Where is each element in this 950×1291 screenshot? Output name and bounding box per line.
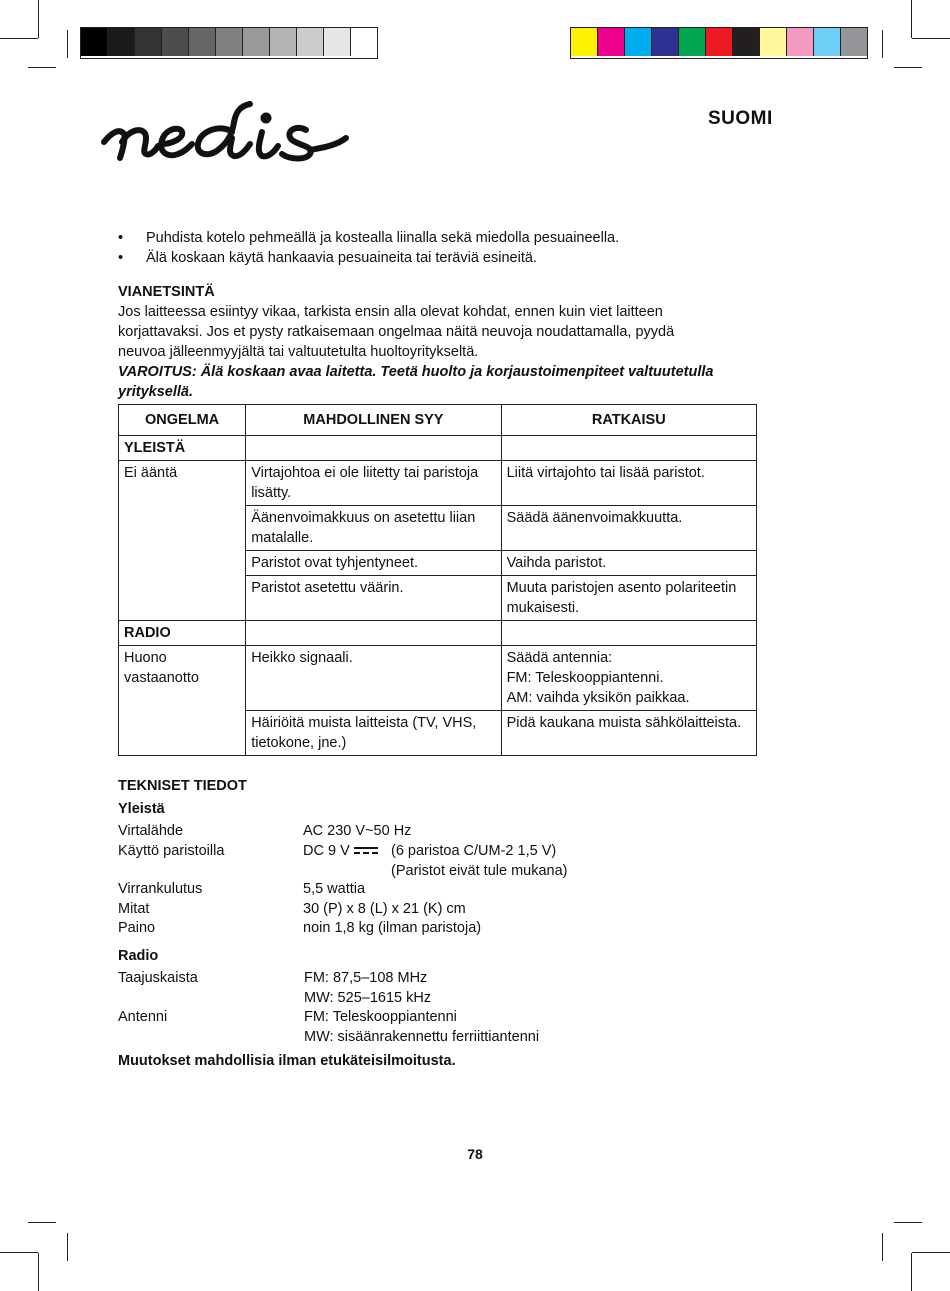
section-radio: RADIO bbox=[119, 621, 246, 646]
spec-value: MW: sisäänrakennettu ferriittiantenni bbox=[304, 1029, 540, 1045]
crop-mark bbox=[912, 38, 950, 39]
warning-line: VAROITUS: Älä koskaan avaa laitetta. Teetä huolto ja korjaustoimenpiteet valtuutetulla bbox=[118, 364, 714, 380]
color-swatch bbox=[706, 28, 733, 56]
specs-heading: TEKNISET TIEDOT bbox=[118, 778, 247, 794]
crop-mark bbox=[894, 1222, 922, 1223]
empty-cell bbox=[501, 621, 756, 646]
page-number: 78 bbox=[467, 1146, 483, 1162]
column-header-solution: RATKAISU bbox=[501, 405, 756, 436]
empty-cell bbox=[246, 436, 501, 461]
solution-cell: Säädä antennia: FM: Teleskooppiantenni. AM: vaihda yksikön paikkaa. bbox=[501, 646, 756, 711]
gray-swatch bbox=[135, 28, 162, 56]
troubleshooting-heading: VIANETSINTÄ bbox=[118, 284, 215, 300]
crop-mark bbox=[38, 0, 39, 38]
table-row bbox=[119, 461, 757, 506]
cause-cell: Paristot asetettu väärin. bbox=[246, 576, 501, 621]
spec-label: Virtalähde bbox=[118, 823, 184, 839]
footer-note: Muutokset mahdollisia ilman etukäteisilmoitusta. bbox=[118, 1053, 456, 1069]
problem-no-sound: Ei ääntä bbox=[119, 461, 246, 621]
spec-label: Taajuskaista bbox=[118, 970, 198, 986]
spec-value: AC 230 V~50 Hz bbox=[303, 823, 412, 839]
gray-swatch bbox=[108, 28, 135, 56]
spec-label: Virrankulutus bbox=[118, 881, 203, 897]
spec-value: FM: Teleskooppiantenni bbox=[304, 1009, 457, 1025]
grayscale-bar bbox=[80, 27, 378, 59]
spec-value: DC 9 V bbox=[303, 841, 384, 861]
solution-cell: Muuta paristojen asento polariteetin mukaisesti. bbox=[501, 576, 756, 621]
color-swatch bbox=[571, 28, 598, 56]
solution-cell: Liitä virtajohto tai lisää paristot. bbox=[501, 461, 756, 506]
nedis-logo bbox=[100, 98, 360, 170]
language-label: SUOMI bbox=[708, 108, 773, 129]
intro-line: neuvoa jälleenmyyjältä tai valtuutetulta huoltoyritykseltä. bbox=[118, 344, 479, 360]
crop-mark bbox=[882, 1233, 883, 1261]
color-swatch bbox=[652, 28, 679, 56]
problem-poor-reception: Huono vastaanotto bbox=[119, 646, 246, 756]
list-item: • Puhdista kotelo pehmeällä ja kostealla liinalla sekä miedolla pesuaineella. bbox=[118, 228, 619, 248]
spec-value: MW: 525–1615 kHz bbox=[304, 990, 432, 1006]
solution-cell: Pidä kaukana muista sähkölaitteista. bbox=[501, 711, 756, 756]
intro-line: korjattavaksi. Jos et pysty ratkaisemaan ongelmaa näitä neuvoja noudattamalla, pyydä bbox=[118, 324, 675, 340]
crop-mark bbox=[882, 30, 883, 58]
spec-label: Antenni bbox=[118, 1009, 168, 1025]
crop-mark bbox=[38, 1253, 39, 1291]
solution-cell: Vaihda paristot. bbox=[501, 551, 756, 576]
crop-mark bbox=[67, 30, 68, 58]
color-swatch bbox=[598, 28, 625, 56]
gray-swatch bbox=[324, 28, 351, 56]
color-swatch bbox=[733, 28, 760, 56]
gray-swatch bbox=[270, 28, 297, 56]
gray-swatch bbox=[243, 28, 270, 56]
troubleshooting-table bbox=[118, 404, 757, 756]
crop-mark bbox=[911, 1253, 912, 1291]
color-swatch bbox=[814, 28, 841, 56]
color-swatch bbox=[679, 28, 706, 56]
cause-cell: Paristot ovat tyhjentyneet. bbox=[246, 551, 501, 576]
crop-mark bbox=[28, 67, 56, 68]
spec-value: noin 1,8 kg (ilman paristoja) bbox=[303, 920, 482, 936]
crop-mark bbox=[28, 1222, 56, 1223]
crop-mark bbox=[0, 38, 38, 39]
warning-line: yrityksellä. bbox=[118, 384, 193, 400]
color-swatch bbox=[625, 28, 652, 56]
spec-note: (6 paristoa C/UM-2 1,5 V) bbox=[391, 843, 557, 859]
crop-mark bbox=[0, 1252, 38, 1253]
specs-general-heading: Yleistä bbox=[118, 801, 165, 817]
color-swatch bbox=[760, 28, 787, 56]
spec-value: 30 (P) x 8 (L) x 21 (K) cm bbox=[303, 901, 466, 917]
dc-symbol-icon bbox=[354, 847, 378, 856]
solution-cell: Säädä äänenvoimakkuutta. bbox=[501, 506, 756, 551]
column-header-cause: MAHDOLLINEN SYY bbox=[246, 405, 501, 436]
gray-swatch bbox=[216, 28, 243, 56]
cause-cell: Virtajohtoa ei ole liitetty tai paristoja lisätty. bbox=[246, 461, 501, 506]
gray-swatch bbox=[297, 28, 324, 56]
table-row bbox=[119, 646, 757, 711]
color-bar bbox=[570, 27, 868, 59]
cause-cell: Häiriöitä muista laitteista (TV, VHS, tietokone, jne.) bbox=[246, 711, 501, 756]
spec-label: Käyttö paristoilla bbox=[118, 843, 225, 859]
spec-value: FM: 87,5–108 MHz bbox=[304, 970, 428, 986]
color-swatch bbox=[787, 28, 814, 56]
care-list bbox=[118, 228, 619, 268]
list-item: • Älä koskaan käytä hankaavia pesuaineita tai teräviä esineitä. bbox=[118, 248, 619, 268]
spec-value: 5,5 wattia bbox=[303, 881, 366, 897]
empty-cell bbox=[501, 436, 756, 461]
cause-cell: Äänenvoimakkuus on asetettu liian matalalle. bbox=[246, 506, 501, 551]
crop-mark bbox=[67, 1233, 68, 1261]
spec-note: (Paristot eivät tule mukana) bbox=[391, 863, 568, 879]
gray-swatch bbox=[162, 28, 189, 56]
cause-cell: Heikko signaali. bbox=[246, 646, 501, 711]
crop-mark bbox=[894, 67, 922, 68]
gray-swatch bbox=[351, 28, 377, 56]
crop-mark bbox=[912, 1252, 950, 1253]
gray-swatch bbox=[189, 28, 216, 56]
color-swatch bbox=[841, 28, 867, 56]
gray-swatch bbox=[81, 28, 108, 56]
specs-radio-heading: Radio bbox=[118, 948, 159, 964]
section-general: YLEISTÄ bbox=[119, 436, 246, 461]
column-header-problem: ONGELMA bbox=[119, 405, 246, 436]
intro-line: Jos laitteessa esiintyy vikaa, tarkista ensin alla olevat kohdat, ennen kuin viet laitteen bbox=[118, 304, 663, 320]
crop-mark bbox=[911, 0, 912, 38]
spec-label: Mitat bbox=[118, 901, 150, 917]
spec-label: Paino bbox=[118, 920, 156, 936]
empty-cell bbox=[246, 621, 501, 646]
